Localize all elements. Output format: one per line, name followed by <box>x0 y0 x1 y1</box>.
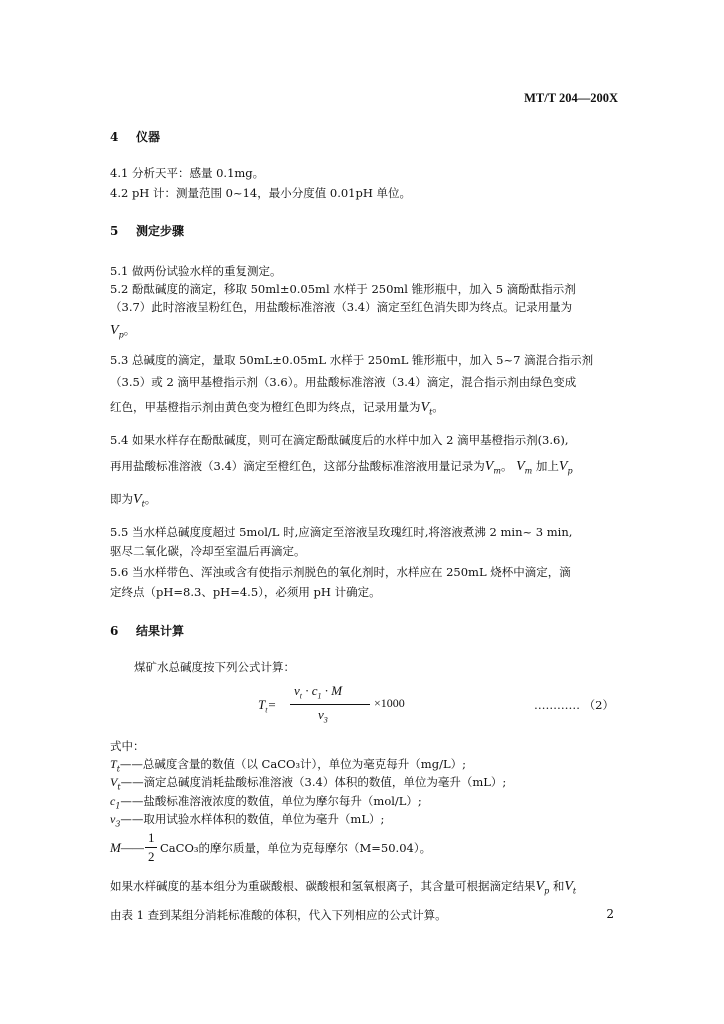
symbol: v <box>110 812 116 826</box>
variable: V <box>484 459 494 474</box>
closing-line1 <box>110 878 576 895</box>
clause-5-6-line1: 5.6 当水样带色、浑浊或含有使指示剂脱色的氧化剂时，水样应在 250mL 烧杯中滴定，滴 <box>110 565 571 579</box>
variable: V <box>535 879 545 894</box>
symbol: T <box>110 757 117 771</box>
subscript: t <box>116 764 120 774</box>
section-number: 5 <box>110 224 119 238</box>
formula-numerator <box>294 683 342 701</box>
clause-4-2: 4.2 pH 计：测量范围 0~14，最小分度值 0.01pH 单位。 <box>110 186 412 200</box>
text: 。 <box>500 459 513 473</box>
subscript: 3 <box>115 819 121 829</box>
symbol: c <box>110 794 116 808</box>
where-label: 式中： <box>110 739 145 753</box>
definition-text: ——总碱度含量的数值（以 CaCO₃计），单位为毫克每升（mg/L）; <box>119 757 466 771</box>
subscript: t <box>117 782 121 792</box>
subscript: t <box>429 407 433 417</box>
denominator: 2 <box>148 849 155 864</box>
variable: V <box>110 323 119 338</box>
subscript: p <box>567 466 573 476</box>
clause-5-2-line2: （3.7）此时溶液呈粉红色，用盐酸标准溶液（3.4）滴定至红色消失即为终点。记录用量为 <box>110 300 573 314</box>
closing-line2: 由表 1 查到某组分消耗标准酸的体积，代入下列相应的公式计算。 <box>110 908 447 922</box>
alkalinity-formula <box>258 683 418 729</box>
formula-lhs <box>258 697 276 715</box>
text: 和 <box>549 879 565 893</box>
clause-5-5-line1: 5.5 当水样总碱度度超过 5mol/L 时,应滴定至溶液呈玫瑰红时,将溶液煮沸 2 min~ 3 min, <box>110 525 573 539</box>
clause-5-2-line1: 5.2 酚酞碱度的滴定，移取 50ml±0.05ml 水样于 250ml 锥形瓶中，加入 5 滴酚酞指示剂 <box>110 282 576 296</box>
text: 红色，甲基橙指示剂由黄色变为橙红色即为终点，记录用量为 <box>110 400 421 414</box>
section-title: 测定步骤 <box>136 224 185 238</box>
text: 即为 <box>110 492 133 506</box>
symbol-letter: M <box>110 840 121 855</box>
definition-v3 <box>110 811 384 828</box>
fraction-bar <box>290 704 370 705</box>
formula-denominator <box>318 707 328 725</box>
subscript: 3 <box>323 715 328 725</box>
page-header: MT/T 204—200X <box>524 91 618 105</box>
symbol: · c <box>302 683 318 698</box>
variable: V <box>516 459 525 474</box>
text: 如果水样碱度的基本组分为重碳酸根、碳酸根和氢氧根离子，其含量可根据滴定结果 <box>110 879 536 893</box>
subscript: t <box>572 886 577 896</box>
definition-text: ——取用试验水样体积的数值，单位为毫升（mL）; <box>120 812 385 826</box>
symbol: T <box>258 697 266 712</box>
symbol: · M <box>321 683 343 698</box>
symbol <box>110 840 144 856</box>
clause-5-4-line2 <box>110 458 573 475</box>
section-6-heading <box>110 622 184 639</box>
variable: V <box>564 879 573 894</box>
definition-text: ——盐酸标准溶液浓度的数值，单位为摩尔每升（mol/L）; <box>120 794 422 808</box>
subscript: p <box>544 886 550 896</box>
clause-5-3-line1: 5.3 总碱度的滴定，量取 50mL±0.05mL 水样于 250mL 锥形瓶中，加入 5~7 滴混合指示剂 <box>110 353 594 367</box>
dash: —— <box>120 840 144 855</box>
definition-c1 <box>110 793 422 810</box>
clause-5-1: 5.1 做两份试验水样的重复测定。 <box>110 264 282 278</box>
subscript: m <box>524 466 533 476</box>
text: 。 <box>123 323 136 337</box>
subscript: 1 <box>317 691 322 701</box>
section-title: 仪器 <box>136 130 161 144</box>
definition-vt <box>110 774 506 791</box>
page-number: 2 <box>606 907 614 921</box>
intro-line: 煤矿水总碱度按下列公式计算： <box>134 660 295 674</box>
clause-5-4-line1: 5.4 如果水样存在酚酞碱度，则可在滴定酚酞碱度后的水样中加入 2 滴甲基橙指示剂(3.6), <box>110 433 569 447</box>
section-number: 6 <box>110 624 119 638</box>
section-number: 4 <box>110 130 119 144</box>
variable: V <box>420 400 430 415</box>
definition-m-text: CaCO₃的摩尔质量，单位为克每摩尔（M=50.04）。 <box>160 841 432 855</box>
clause-5-3-line3 <box>110 399 444 416</box>
text: 加上 <box>532 459 559 473</box>
text: 再用盐酸标准溶液（3.4）滴定至橙红色，这部分盐酸标准溶液用量记录为 <box>110 459 485 473</box>
numerator: 1 <box>148 830 155 845</box>
symbol: v <box>294 683 300 698</box>
formula-multiplier: ×1000 <box>374 696 405 710</box>
clause-5-5-line2: 驱尽二氧化碳，冷却至室温后再滴定。 <box>110 544 306 558</box>
equals-sign: = <box>267 697 277 712</box>
section-5-heading <box>110 222 184 239</box>
clause-5-4-line3 <box>110 491 156 508</box>
definition-tt <box>110 756 466 773</box>
text: 。 <box>432 400 444 414</box>
fraction-bar <box>145 847 157 848</box>
subscript: 1 <box>115 801 121 811</box>
subscript: p <box>118 330 124 340</box>
clause-5-3-line2: （3.5）或 2 滴甲基橙指示剂（3.6）。用盐酸标准溶液（3.4）滴定，混合指示剂由绿色变成 <box>110 375 577 389</box>
text: 。 <box>144 492 157 506</box>
definition-text: ——滴定总碱度消耗盐酸标准溶液（3.4）体积的数值，单位为毫升（mL）; <box>120 775 507 789</box>
symbol: v <box>318 707 324 722</box>
subscript: t <box>141 499 145 509</box>
variable: V <box>558 459 568 474</box>
equation-number: ………… （2） <box>534 698 614 712</box>
section-4-heading <box>110 128 160 145</box>
subscript: m <box>493 466 501 476</box>
clause-5-2-line3 <box>110 322 135 339</box>
clause-5-6-line2: 定终点（pH=8.3、pH=4.5），必须用 pH 计确定。 <box>110 585 381 599</box>
variable: V <box>133 492 142 507</box>
clause-4-1: 4.1 分析天平：感量 0.1mg。 <box>110 166 265 180</box>
section-title: 结果计算 <box>136 624 185 638</box>
subscript: t <box>299 691 303 701</box>
symbol: V <box>110 775 118 789</box>
subscript: t <box>265 705 268 715</box>
